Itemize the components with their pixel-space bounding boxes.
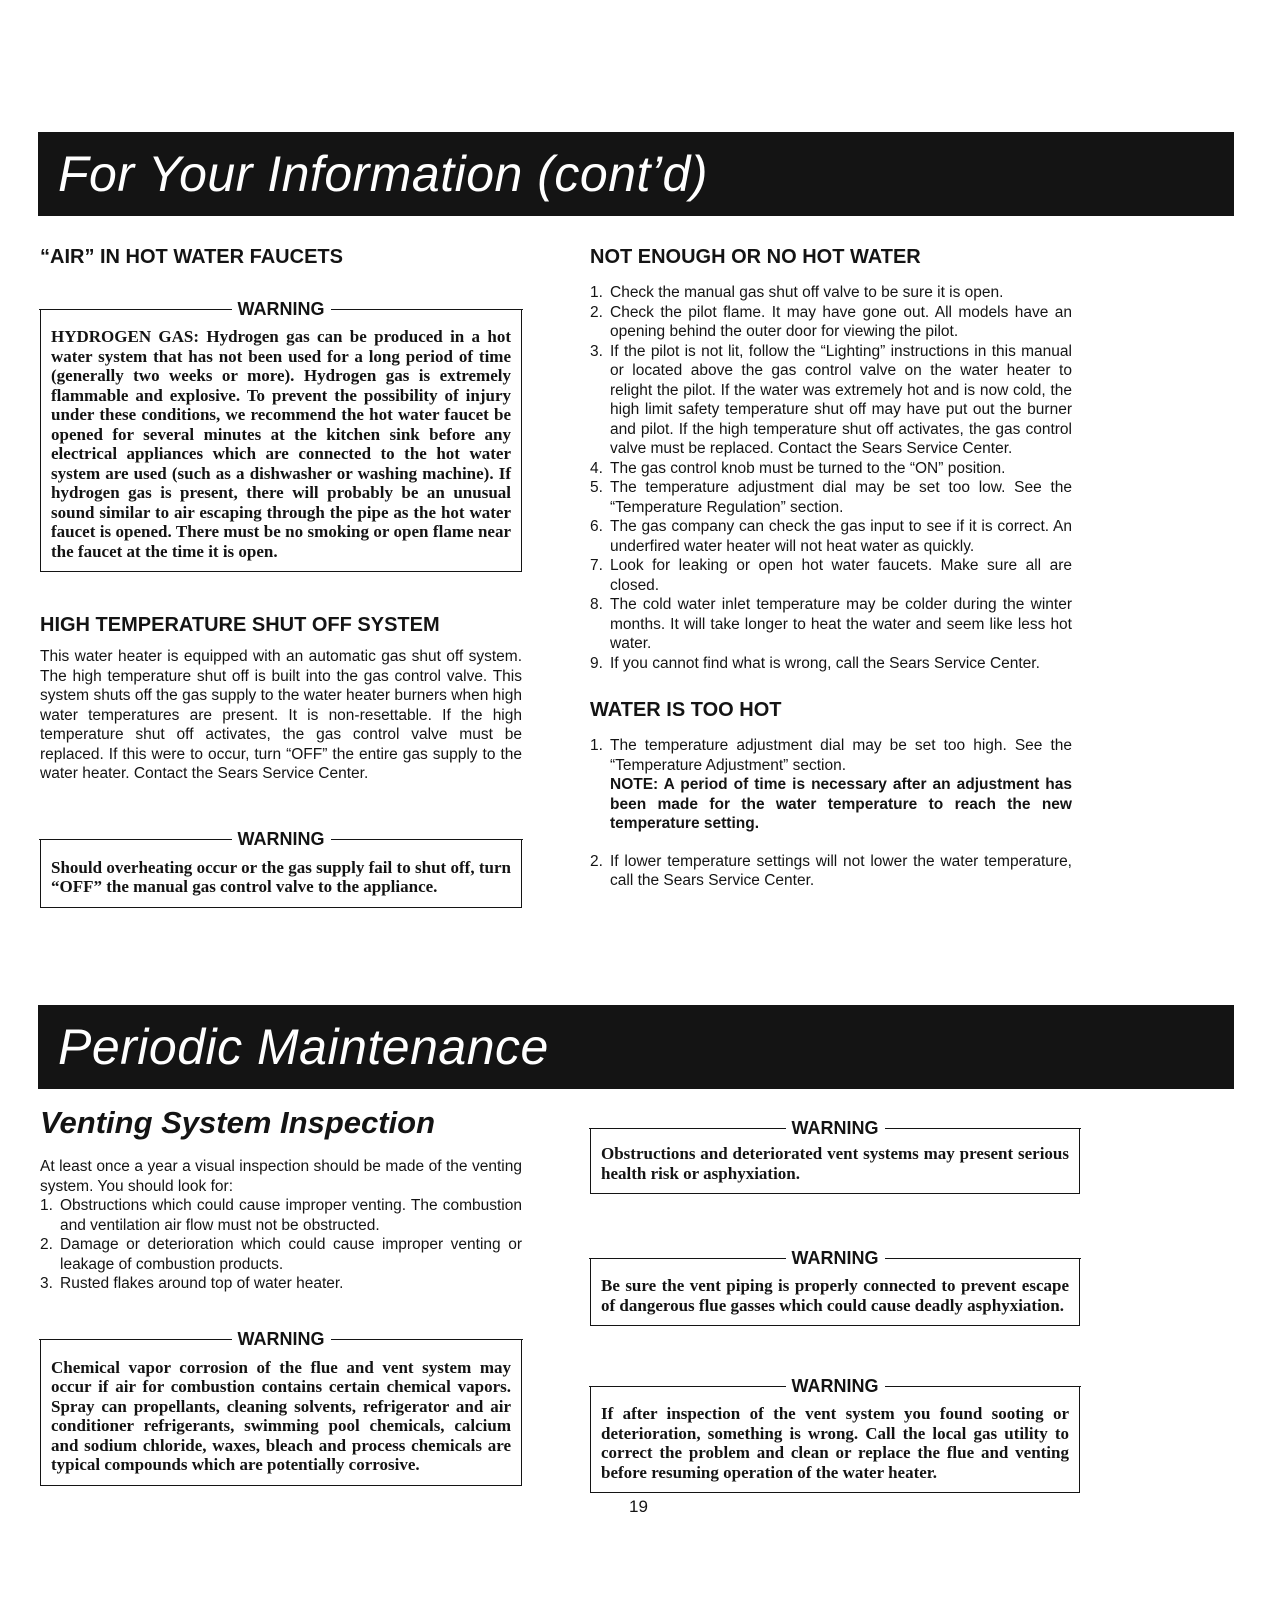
hydrogen-warning-box bbox=[40, 298, 522, 572]
warning-header bbox=[39, 830, 523, 850]
not-enough-heading: NOT ENOUGH OR NO HOT WATER bbox=[590, 246, 921, 268]
venting-list bbox=[40, 1196, 522, 1294]
section-banner-maintenance: Periodic Maintenance bbox=[38, 1005, 1234, 1089]
left-column-upper bbox=[40, 246, 522, 908]
not-enough-list bbox=[590, 283, 1072, 673]
list-item: 3. Rusted flakes around top of water heater. bbox=[40, 1275, 344, 1292]
too-hot-heading: WATER IS TOO HOT bbox=[590, 699, 782, 721]
section-banner-info: For Your Information (cont’d) bbox=[38, 132, 1234, 216]
piping-warning-text: Be sure the vent piping is properly connected to prevent escape of dangerous flue gasses which could cause deadly asphyxiation. bbox=[601, 1276, 1069, 1315]
warning-header bbox=[39, 1330, 523, 1350]
chemical-warning-box bbox=[40, 1329, 522, 1486]
obstruction-warning-text: Obstructions and deteriorated vent systems may present serious health risk or asphyxiation. bbox=[601, 1144, 1069, 1183]
warning-label: WARNING bbox=[786, 1118, 885, 1139]
warning-label: WARNING bbox=[232, 299, 331, 320]
warning-header bbox=[39, 299, 523, 319]
page-number: 19 bbox=[629, 1497, 648, 1516]
list-item: 7. Look for leaking or open hot water faucets. Make sure all are closed. bbox=[590, 557, 1072, 594]
warning-label: WARNING bbox=[232, 1329, 331, 1350]
venting-heading: Venting System Inspection bbox=[40, 1105, 436, 1140]
list-item: 2. Check the pilot flame. It may have gone out. All models have an opening behind the outer door for viewing the pilot. bbox=[590, 303, 1072, 340]
overheating-warning-text: Should overheating occur or the gas supply fail to shut off, turn “OFF” the manual gas control valve to the appliance. bbox=[51, 857, 511, 896]
warning-label: WARNING bbox=[786, 1248, 885, 1269]
adjustment-note: NOTE: A period of time is necessary after an adjustment has been made for the water temperature to reach the new temperature setting. bbox=[610, 776, 1072, 832]
right-column-lower bbox=[590, 1117, 1080, 1493]
overheating-warning-box bbox=[40, 829, 522, 908]
sooting-warning-box bbox=[590, 1375, 1080, 1493]
list-item: 1. The temperature adjustment dial may be set too high. See the “Temperature Adjustment” section. NOTE: A period of time is necessary after an adjustment has been made for the water temperature to reach the new temperature setting. bbox=[590, 737, 1072, 832]
too-hot-list bbox=[590, 736, 1072, 891]
air-heading: “AIR” IN HOT WATER FAUCETS bbox=[40, 246, 343, 268]
list-item: 5. The temperature adjustment dial may be set too low. See the “Temperature Regulation” section. bbox=[590, 479, 1072, 516]
list-item: 4. The gas control knob must be turned to the “ON” position. bbox=[590, 459, 1006, 477]
list-item: 2. Damage or deterioration which could cause improper venting or leakage of combustion products. bbox=[40, 1236, 522, 1273]
list-item: 9. If you cannot find what is wrong, call the Sears Service Center. bbox=[590, 654, 1040, 672]
left-column-lower bbox=[40, 1105, 522, 1486]
list-item: 8. The cold water inlet temperature may be colder during the winter months. It will take longer to heat the water and seem like less hot water. bbox=[590, 596, 1072, 652]
right-column-upper bbox=[590, 246, 1072, 891]
list-item: 1. Check the manual gas shut off valve to be sure it is open. bbox=[590, 284, 1004, 301]
high-temp-body: This water heater is equipped with an automatic gas shut off system. The high temperature shut off is built into the gas control valve. This system shuts off the gas supply to the water heater burners when high water temperatures are present. It is non-resettable. If the high temperature shut off activates, the gas control valve must be replaced. If this were to occur, turn “OFF” the entire gas supply to the water heater. Contact the Sears Service Center. bbox=[40, 648, 522, 782]
list-item: 3. If the pilot is not lit, follow the “Lighting” instructions in this manual or located above the gas control valve on the water heater to relight the pilot. If the water was extremely hot and is now cold, the high limit safety temperature shut off may have put out the burner and pilot. If the high temperature shut off activates, the gas control valve must be replaced. Contact the Sears Service Center. bbox=[590, 342, 1072, 457]
warning-label: WARNING bbox=[786, 1376, 885, 1397]
warning-header bbox=[589, 1376, 1081, 1396]
chemical-warning-text: Chemical vapor corrosion of the flue and vent system may occur if air for combustion contains certain chemical vapors. Spray can propellants, cleaning solvents, refrigerator and air conditioner refrigerants, swimming pool chemicals, calcium and sodium chloride, waxes, bleach and process chemicals are typical compounds which are potentially corrosive. bbox=[51, 1357, 511, 1474]
list-item: 1. Obstructions which could cause improper venting. The combustion and ventilation air flow must not be obstructed. bbox=[40, 1197, 522, 1234]
hydrogen-warning-text: HYDROGEN GAS: Hydrogen gas can be produced in a hot water system that has not been used for a long period of time (generally two weeks or more). Hydrogen gas is extremely flammable and explosive. To prevent the possibility of injury under these conditions, we recommend the hot water faucet be opened for several minutes at the kitchen sink before any electrical appliances which are connected to the hot water system are used (such as a dishwasher or washing machine). If hydrogen gas is present, there will probably be an unusual sound similar to air escaping through the pipe as the hot water faucet is opened. There must be no smoking or open flame near the faucet at the time it is open. bbox=[51, 327, 511, 561]
warning-label: WARNING bbox=[232, 829, 331, 850]
list-item: 2. If lower temperature settings will not lower the water temperature, call the Sears Service Center. bbox=[590, 852, 1072, 889]
piping-warning-box bbox=[590, 1247, 1080, 1326]
sooting-warning-text: If after inspection of the vent system you found sooting or deterioration, something is wrong. Call the local gas utility to correct the problem and clean or replace the flue and venting before resuming operation of the water heater. bbox=[601, 1404, 1069, 1482]
list-item: 6. The gas company can check the gas input to see if it is correct. An underfired water heater will not heat water as quickly. bbox=[590, 518, 1072, 555]
obstruction-warning-box bbox=[590, 1117, 1080, 1194]
high-temp-heading: HIGH TEMPERATURE SHUT OFF SYSTEM bbox=[40, 614, 440, 636]
warning-header bbox=[589, 1248, 1081, 1268]
warning-header bbox=[589, 1118, 1081, 1138]
venting-intro: At least once a year a visual inspection should be made of the venting system. You should look for: bbox=[40, 1158, 522, 1195]
